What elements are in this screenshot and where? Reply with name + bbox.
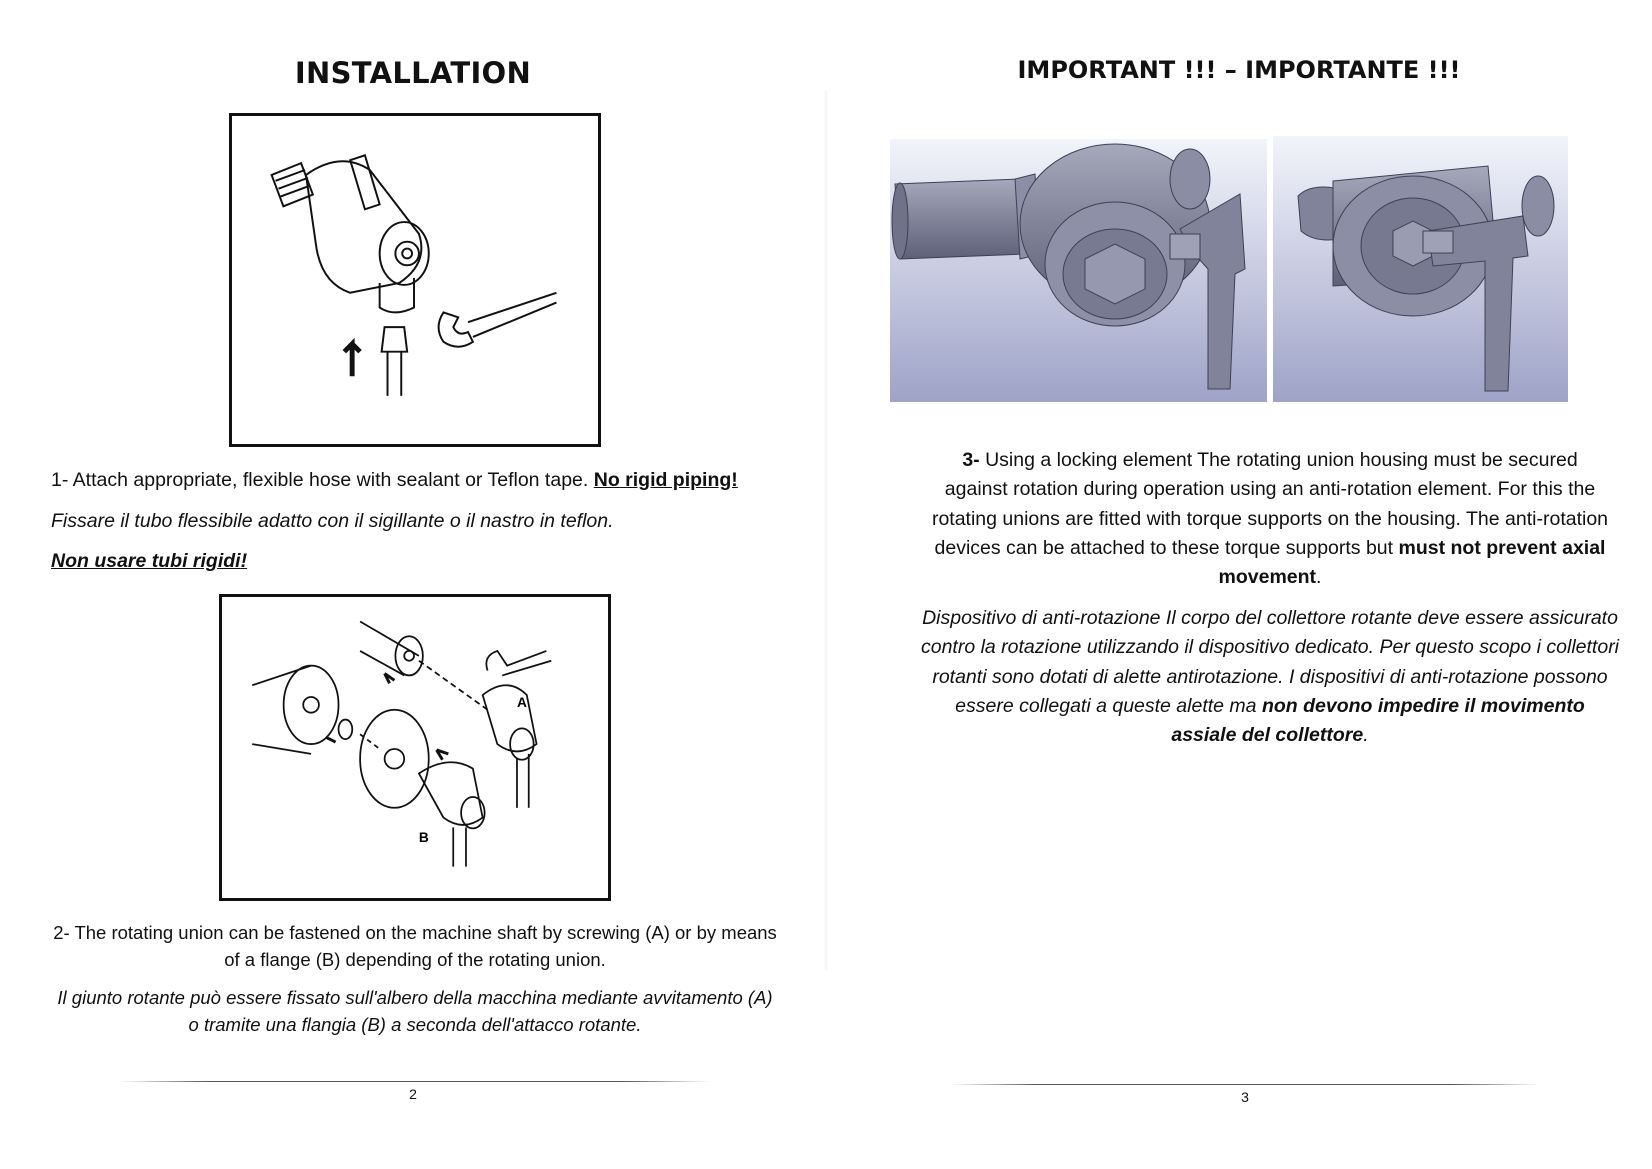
step-2-italian: Il giunto rotante può essere fissato sull'albero della macchina mediante avvitamento (A) o tramite una flangia (B) a seconda dell'attacco rotante. (57, 987, 773, 1035)
figure-hose-attachment (229, 113, 601, 447)
step-3-number: 3- (962, 449, 980, 471)
step-3-text: 3- Using a locking element The rotating union housing must be secured against rotation during operation using an anti-rotation element. For this the rotating unions are fitted with torque supports on the housing. The anti-rotation devices can be attached to these torque supports but must not prevent axial movement. (931, 449, 1609, 589)
footer-divider (120, 1081, 710, 1082)
step-1-italian: Fissare il tubo flessibile adatto con il sigillante o il nastro in teflon. (51, 510, 614, 532)
step-2-text: 2- The rotating union can be fastened on the machine shaft by screwing (A) or by means of a flange (B) depending of the rotating union. (53, 922, 777, 970)
step-1-warning: No rigid piping! (593, 469, 738, 491)
label-b: B (418, 830, 429, 846)
step-3-italian-warning: non devono impedire il movimento assiale del collettore (1171, 694, 1585, 747)
render-anti-rotation-front (1273, 136, 1568, 402)
step-3-warning: must not prevent axial movement (1218, 536, 1606, 589)
page-number: 3 (1241, 1089, 1249, 1105)
footer-divider (950, 1084, 1540, 1085)
page-title-important: IMPORTANT !!! – IMPORTANTE !!! (1017, 56, 1461, 84)
rotating-union-render-1 (890, 139, 1267, 402)
mounting-options-illustration (222, 597, 608, 898)
hose-attachment-illustration (232, 116, 598, 444)
step-3-italian: Dispositivo di anti-rotazione Il corpo del collettore rotante deve essere assicurato contro la rotazione utilizzando il dispositivo dedicato. Per questo scopo i collettori rotanti sono dotati di alette antirotazione. I dispositivi di anti-rotazione possono essere collegati a queste alette ma non devono impedire il movimento assiale del collettore. (920, 607, 1620, 747)
figure-mounting-options (219, 594, 611, 901)
step-1-italian-warning: Non usare tubi rigidi! (51, 550, 248, 572)
label-a: A (516, 694, 527, 710)
rotating-union-render-2 (1273, 136, 1568, 402)
page-title-installation: INSTALLATION (294, 56, 532, 90)
page-number: 2 (409, 1086, 417, 1102)
render-anti-rotation-side (890, 139, 1267, 402)
step-1-text: 1- Attach appropriate, flexible hose with sealant or Teflon tape. No rigid piping! (51, 469, 738, 491)
